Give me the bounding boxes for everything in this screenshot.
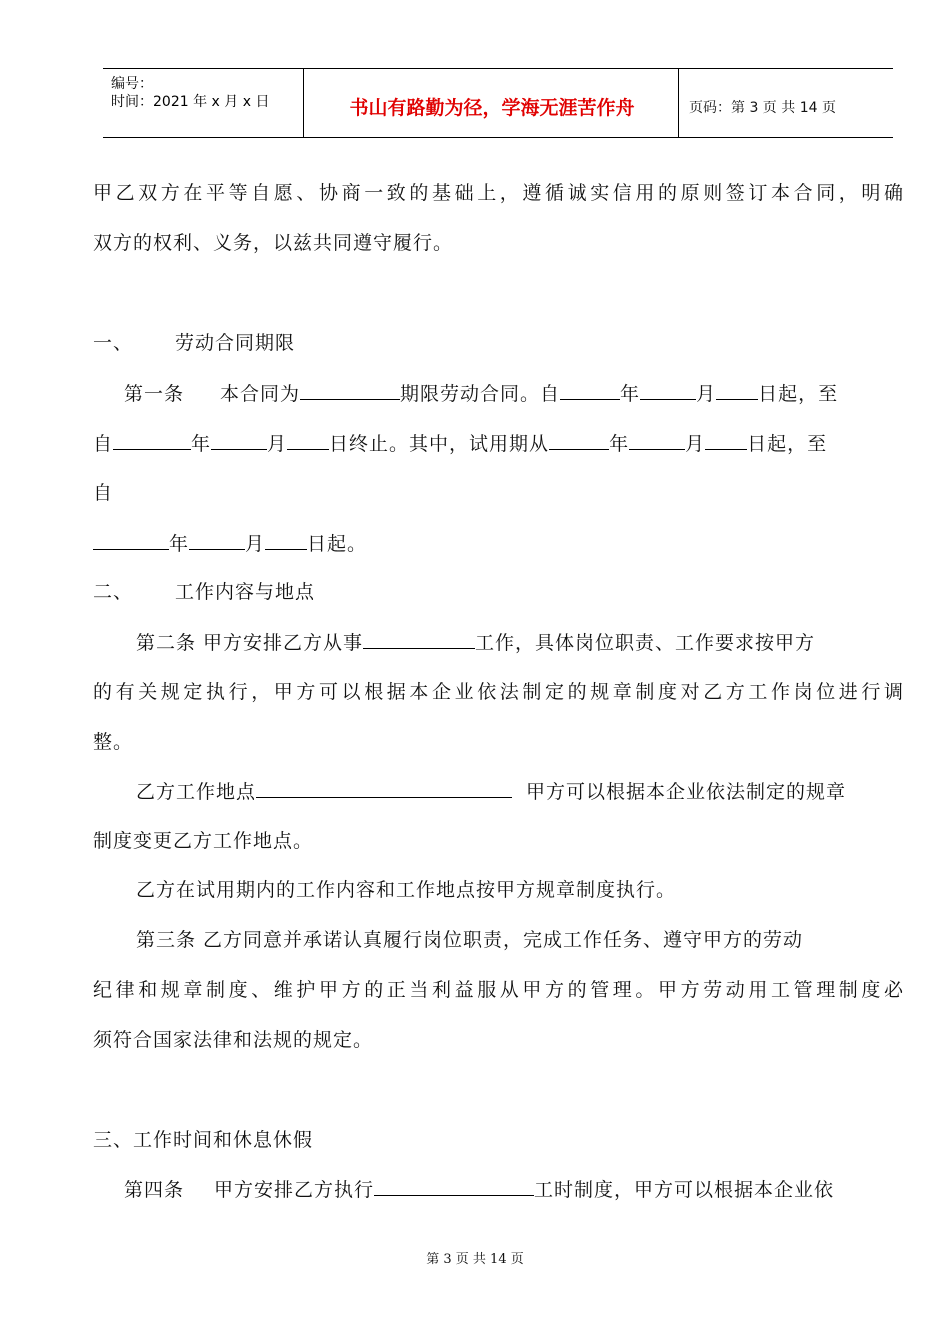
article-line [124, 381, 838, 406]
page-header [103, 68, 893, 138]
section-heading [93, 331, 295, 355]
text-span: 月 [267, 433, 288, 455]
article-line: 乙方在试用期内的工作内容和工作地点按甲方规章制度执行。 [136, 879, 677, 901]
article-line: 自 [93, 482, 114, 504]
text-span: 日起。 [307, 533, 368, 555]
fill-blank [93, 531, 169, 550]
text-span: 月 [696, 383, 717, 405]
text-span: 日起，至 [747, 433, 828, 455]
fill-blank [265, 531, 307, 550]
article-line [124, 1177, 834, 1202]
article-line: 第三条 乙方同意并承诺认真履行岗位职责，完成工作任务、遵守甲方的劳动 [136, 929, 804, 951]
text-span: 期限劳动合同。自 [400, 383, 561, 405]
article-line [93, 431, 827, 456]
text-span: 本合同为 [220, 383, 301, 405]
text-span: 自 [93, 433, 114, 455]
article-line: 的有关规定执行，甲方可以根据本企业依法制定的规章制度对乙方工作岗位进行调 [93, 681, 904, 703]
intro-line: 甲乙双方在平等自愿、协商一致的基础上，遵循诚实信用的原则签订本合同，明确 [93, 182, 904, 204]
fill-blank [549, 431, 609, 450]
doc-time-label: 时间：2021 年 x 月 x 日 [111, 94, 270, 110]
fill-blank [256, 779, 512, 798]
article-line [136, 630, 815, 655]
fill-blank [716, 381, 758, 400]
text-span: 年 [169, 533, 190, 555]
article-label: 第四条 [124, 1179, 185, 1201]
text-span: 工作，具体岗位职责、工作要求按甲方 [475, 632, 816, 654]
intro-line: 双方的权利、义务，以兹共同遵守履行。 [93, 232, 454, 254]
text-span: 乙方工作地点 [136, 781, 257, 803]
article-line: 须符合国家法律和法规的规定。 [93, 1029, 374, 1051]
section-heading [93, 580, 315, 604]
section-title: 工作内容与地点 [175, 581, 316, 603]
article-line: 整。 [93, 731, 134, 753]
section-number: 二、 [93, 581, 134, 603]
fill-blank [189, 531, 245, 550]
fill-blank [113, 431, 191, 450]
article-label: 第一条 [124, 383, 185, 405]
text-span: 年 [620, 383, 641, 405]
page-footer: 第 3 页 共 14 页 [426, 1252, 524, 1267]
header-divider [678, 69, 679, 137]
text-span: 年 [191, 433, 212, 455]
fill-blank [640, 381, 696, 400]
section-number: 一、 [93, 332, 134, 354]
text-span: 甲方安排乙方执行 [214, 1179, 375, 1201]
article-line: 制度变更乙方工作地点。 [93, 830, 314, 852]
fill-blank [560, 381, 620, 400]
section-heading: 三、工作时间和休息休假 [93, 1129, 314, 1151]
article-line [136, 779, 846, 804]
article-line [93, 531, 367, 556]
fill-blank [300, 381, 400, 400]
doc-number-label: 编号： [111, 76, 153, 92]
fill-blank [211, 431, 267, 450]
section-title: 劳动合同期限 [175, 332, 296, 354]
fill-blank [363, 630, 475, 649]
text-span: 日起，至 [758, 383, 839, 405]
header-motto: 书山有路勤为径，学海无涯苦作舟 [349, 97, 635, 119]
fill-blank [374, 1177, 534, 1196]
text-span: 第二条 甲方安排乙方从事 [136, 632, 364, 654]
fill-blank [705, 431, 747, 450]
text-span: 日终止。其中，试用期从 [329, 433, 550, 455]
text-span: 年 [609, 433, 630, 455]
article-line: 纪律和规章制度、维护甲方的正当利益服从甲方的管理。甲方劳动用工管理制度必 [93, 979, 904, 1001]
text-span: 工时制度，甲方可以根据本企业依 [534, 1179, 835, 1201]
fill-blank [287, 431, 329, 450]
header-page-label: 页码：第 3 页 共 14 页 [689, 100, 836, 116]
text-span: 月 [685, 433, 706, 455]
text-span: 月 [245, 533, 266, 555]
text-span: 甲方可以根据本企业依法制定的规章 [526, 781, 847, 803]
fill-blank [629, 431, 685, 450]
header-divider [303, 69, 304, 137]
